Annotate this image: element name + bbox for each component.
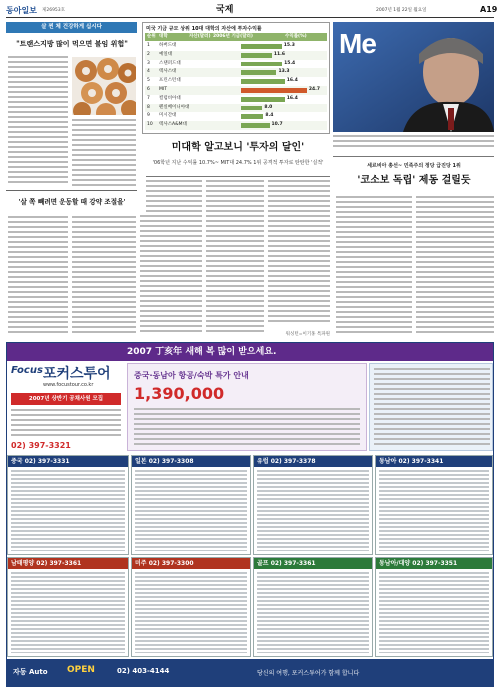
health-article-text-right <box>72 119 136 187</box>
rank-cell: 8 <box>147 104 150 110</box>
return-bar <box>241 97 285 102</box>
header-rank: 순위 <box>147 34 156 39</box>
ad-promo-price: 1,390,000 <box>134 384 225 403</box>
table-row <box>145 86 327 95</box>
photo-caption <box>333 135 494 153</box>
ad-brand: 포커스투어 <box>43 366 111 382</box>
university-name: 텍사스A&M대 <box>159 122 187 128</box>
university-name: 하버드대 <box>159 43 177 48</box>
ad-bottom-label: 자동 Auto <box>13 668 48 676</box>
right-text-col1 <box>336 196 412 336</box>
donut-photo <box>72 57 136 115</box>
ad-main-phone: 02) 397-3321 <box>11 441 71 450</box>
rank-cell: 2 <box>147 51 150 57</box>
return-bar <box>241 79 285 84</box>
table-row <box>145 121 327 130</box>
main-subtitle: '06학년 지난 수익률 10.7%~ MIT대 24.7% 1위 공격적 투자로 탄탄한 '실적' <box>152 160 324 166</box>
health-article-text <box>8 56 68 186</box>
return-value-label: 8.0 <box>264 104 273 110</box>
university-name: 스탠퍼드대 <box>159 60 181 66</box>
ad-section-south-pacific[interactable] <box>7 557 129 657</box>
ad-section-america[interactable] <box>131 557 251 657</box>
section-title: 국제 <box>216 5 234 15</box>
serbia-photo <box>333 22 494 132</box>
return-value-label: 10.7 <box>271 122 283 128</box>
ad-section-label: 동남아/대양 02) 397-3351 <box>376 558 492 569</box>
ad-section-china[interactable] <box>7 455 129 555</box>
ad-section-label: 유럽 02) 397-3378 <box>254 456 372 467</box>
ad-recruit-text <box>11 409 121 439</box>
table-row <box>145 95 327 104</box>
ad-bottom-strip <box>7 659 494 687</box>
ad-bottom-phone: 02) 403-4144 <box>117 667 170 675</box>
ad-banner-text: 2007 丁亥年 새해 복 많이 받으세요. <box>127 347 277 357</box>
main-headline: 미대학 알고보니 '투자의 달인' <box>171 142 305 153</box>
return-value-label: 16.4 <box>286 95 298 101</box>
rank-cell: 3 <box>147 60 150 66</box>
ad-logo-panel <box>7 361 125 453</box>
table-row <box>145 68 327 77</box>
rank-cell: 6 <box>147 87 150 92</box>
ad-slogan: 당신의 여행, 포커스투어가 함께 합니다 <box>257 670 360 677</box>
ad-section-label: 남태평양 02) 397-3361 <box>8 558 128 569</box>
rank-cell: 9 <box>147 113 150 119</box>
return-value-label: 16.4 <box>286 78 298 84</box>
main-text-col3 <box>268 180 330 330</box>
main-divider <box>146 176 330 177</box>
ad-section-southeast-asia[interactable] <box>375 455 493 555</box>
health-kicker: 살 찐 체 건강하게 십시다 <box>6 22 137 33</box>
rank-cell: 1 <box>147 43 150 48</box>
table-row <box>145 42 327 51</box>
return-value-label: 15.4 <box>284 60 296 66</box>
ad-section-label: 동남아 02) 397-3341 <box>376 456 492 467</box>
table-header-row <box>145 33 327 41</box>
return-bar <box>241 106 262 111</box>
return-value-label: 15.3 <box>283 43 295 48</box>
return-bar <box>241 53 272 58</box>
masthead <box>6 4 498 18</box>
ad-section-label: 일본 02) 397-3308 <box>132 456 250 467</box>
table-row <box>145 77 327 86</box>
return-bar <box>241 44 282 49</box>
ad-section-label: 미주 02) 397-3300 <box>132 558 250 569</box>
university-name: 예일대 <box>159 51 173 57</box>
endowment-table-chart <box>142 22 330 134</box>
left-health-box <box>6 22 137 340</box>
ad-bottom-open: OPEN <box>67 665 95 675</box>
university-name: MIT <box>159 87 167 92</box>
right-headline: '코소보 독립' 제동 걸릴듯 <box>357 175 471 186</box>
rank-cell: 5 <box>147 78 150 84</box>
rank-cell: 7 <box>147 95 150 101</box>
main-text-col1 <box>146 180 202 338</box>
header-name: 대학 <box>159 34 168 39</box>
rank-cell: 4 <box>147 69 150 75</box>
table-row <box>145 51 327 60</box>
travel-ad <box>6 342 494 687</box>
main-text-col2 <box>206 180 264 338</box>
university-name: 컬럼비아대 <box>159 95 181 101</box>
ad-section-label: 중국 02) 397-3331 <box>8 456 128 467</box>
ad-brand-en: Focus <box>11 365 43 376</box>
return-value-label: 11.6 <box>273 51 286 57</box>
right-divider <box>333 156 494 157</box>
exercise-text-mid <box>72 216 136 336</box>
header-fund: 2006년 기금(달러) <box>213 34 253 39</box>
ad-promo-details <box>134 408 360 448</box>
health-headline: "트랜스지방 많이 먹으면 불임 위험" <box>16 39 128 48</box>
rank-cell: 10 <box>147 122 153 128</box>
return-value-label: 13.3 <box>278 69 290 75</box>
table-body <box>145 42 327 132</box>
header-asset: 자산(달러) <box>189 34 211 39</box>
chart-title: 미국 기금 규모 상위 10대 대학의 자산에 투자수익률 <box>146 26 262 32</box>
main-byline: 워싱턴=이기홍 특파원 <box>285 332 330 337</box>
return-bar <box>241 123 270 128</box>
university-name: 프린스턴대 <box>159 78 181 84</box>
ad-url: www.focustour.co.kr <box>43 382 94 388</box>
ad-promo-label: 중국·동남아 항공/숙박 특가 안내 <box>134 371 249 380</box>
ad-promo <box>127 363 367 451</box>
ad-section-oceania[interactable] <box>375 557 493 657</box>
table-row <box>145 112 327 121</box>
issue-number: 제26953호 <box>42 8 66 13</box>
right-kicker: 세르비아 총선~ 민족주의 정당 급진당 1위 <box>367 163 461 169</box>
right-text-col2 <box>416 196 494 336</box>
return-bar <box>241 88 307 93</box>
ad-banner <box>7 343 494 361</box>
university-name: 미시간대 <box>159 113 177 119</box>
table-row <box>145 104 327 113</box>
ad-section-golf[interactable] <box>253 557 373 657</box>
university-name: 텍사스대 <box>159 69 177 75</box>
ad-tagline: 2007년 상반기 공채사원 모집 <box>11 393 121 405</box>
return-bar <box>241 114 263 119</box>
return-value-label: 8.4 <box>265 113 274 119</box>
return-bar <box>241 62 282 67</box>
header-return: 수익률(%) <box>285 34 307 39</box>
ad-section-europe[interactable] <box>253 455 373 555</box>
divider <box>6 190 137 191</box>
newspaper-logo: 동아일보 <box>6 5 37 15</box>
ad-section-label: 골프 02) 397-3361 <box>254 558 372 569</box>
exercise-headline: '살 쪽 빼려면 운동할 때 강약 조절을' <box>18 198 126 206</box>
photo-overlay-text: Me <box>339 28 376 59</box>
page-number: A19 <box>480 5 498 14</box>
ad-section-japan[interactable] <box>131 455 251 555</box>
university-name: 펜실베이니아대 <box>159 104 190 110</box>
table-row <box>145 60 327 69</box>
return-bar <box>241 70 276 75</box>
issue-date: 2007년 1월 22일 월요일 <box>376 8 427 13</box>
ad-right-promo <box>369 363 493 451</box>
return-value-label: 24.7 <box>308 87 320 92</box>
exercise-text-left <box>8 216 68 336</box>
